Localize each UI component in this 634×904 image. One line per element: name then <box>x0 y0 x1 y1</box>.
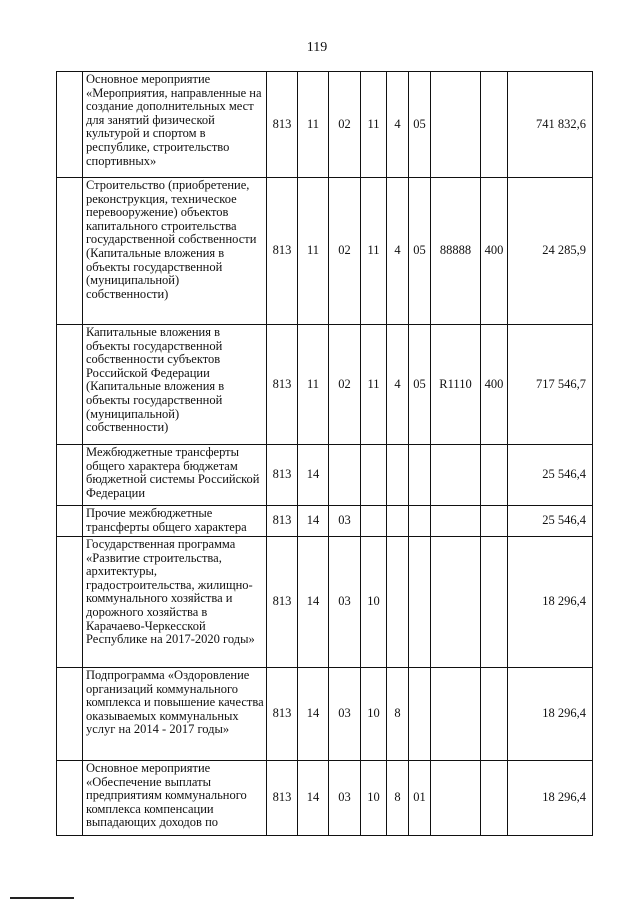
table-row <box>57 325 593 445</box>
row-number-cell <box>57 668 83 761</box>
subsection-code-cell: 02 <box>329 178 361 325</box>
name-cell: Капитальные вложения в объекты государственной собственности субъектов Российской Федерации (Капитальные вложения в объекты государственной (муниципальной) собственности) <box>83 325 267 445</box>
section-code-cell: 11 <box>298 325 329 445</box>
ministry-code-cell: 813 <box>267 72 298 178</box>
direction-code-cell <box>431 506 481 537</box>
ministry-code-cell: 813 <box>267 445 298 506</box>
subprogram-code-cell <box>387 537 409 668</box>
expense-type-code-cell <box>481 668 508 761</box>
direction-code-cell <box>431 668 481 761</box>
page-number: 119 <box>306 40 328 55</box>
program-code-cell: 11 <box>361 72 387 178</box>
row-number-cell <box>57 72 83 178</box>
subsection-code-cell: 02 <box>329 72 361 178</box>
name-cell: Прочие межбюджетные трансферты общего характера <box>83 506 267 537</box>
subsection-code-cell: 03 <box>329 537 361 668</box>
name-cell: Основное мероприятие «Мероприятия, направленные на создание дополнительных мест для занятий физической культурой и спортом в республике, строительство спортивных» <box>83 72 267 178</box>
row-number-cell <box>57 325 83 445</box>
row-number-cell <box>57 506 83 537</box>
amount-cell: 717 546,7 <box>508 325 593 445</box>
ministry-code-cell: 813 <box>267 325 298 445</box>
subsection-code-cell: 02 <box>329 325 361 445</box>
direction-code-cell <box>431 445 481 506</box>
amount-cell: 24 285,9 <box>508 178 593 325</box>
section-code-cell: 11 <box>298 72 329 178</box>
ministry-code-cell: 813 <box>267 178 298 325</box>
table-row <box>57 537 593 668</box>
name-cell: Подпрограмма «Оздоровление организаций коммунального комплекса и повышение качества оказываемых коммунальных услуг на 2014 - 2017 годы» <box>83 668 267 761</box>
table-row <box>57 506 593 537</box>
expense-type-code-cell <box>481 761 508 836</box>
table-row <box>57 72 593 178</box>
amount-cell: 18 296,4 <box>508 537 593 668</box>
event-code-cell <box>409 506 431 537</box>
table-row <box>57 445 593 506</box>
program-code-cell: 10 <box>361 537 387 668</box>
section-code-cell: 14 <box>298 761 329 836</box>
section-code-cell: 14 <box>298 537 329 668</box>
program-code-cell: 11 <box>361 325 387 445</box>
program-code-cell <box>361 506 387 537</box>
budget-table <box>56 71 593 836</box>
program-code-cell: 10 <box>361 761 387 836</box>
event-code-cell: 05 <box>409 325 431 445</box>
program-code-cell: 11 <box>361 178 387 325</box>
row-number-cell <box>57 537 83 668</box>
subsection-code-cell <box>329 445 361 506</box>
direction-code-cell <box>431 761 481 836</box>
expense-type-code-cell: 400 <box>481 178 508 325</box>
amount-cell: 18 296,4 <box>508 761 593 836</box>
row-number-cell <box>57 445 83 506</box>
subsection-code-cell: 03 <box>329 668 361 761</box>
direction-code-cell <box>431 72 481 178</box>
subsection-code-cell: 03 <box>329 506 361 537</box>
name-cell: Межбюджетные трансферты общего характера бюджетам бюджетной системы Российской Федерации <box>83 445 267 506</box>
direction-code-cell: R1110 <box>431 325 481 445</box>
subprogram-code-cell <box>387 506 409 537</box>
subsection-code-cell: 03 <box>329 761 361 836</box>
name-cell: Основное мероприятие «Обеспечение выплаты предприятиям коммунального комплекса компенсации выпадающих доходов по <box>83 761 267 836</box>
event-code-cell <box>409 537 431 668</box>
event-code-cell: 01 <box>409 761 431 836</box>
subprogram-code-cell: 8 <box>387 761 409 836</box>
subprogram-code-cell: 4 <box>387 72 409 178</box>
ministry-code-cell: 813 <box>267 537 298 668</box>
section-code-cell: 11 <box>298 178 329 325</box>
name-cell: Государственная программа «Развитие строительства, архитектуры, градостроительства, жилищно-коммунального хозяйства и дорожного хозяйства в Карачаево-Черкесской Республике на 2017-2020 годы» <box>83 537 267 668</box>
table-row <box>57 668 593 761</box>
ministry-code-cell: 813 <box>267 506 298 537</box>
expense-type-code-cell <box>481 445 508 506</box>
table-row <box>57 761 593 836</box>
section-code-cell: 14 <box>298 668 329 761</box>
amount-cell: 741 832,6 <box>508 72 593 178</box>
table-row <box>57 178 593 325</box>
program-code-cell <box>361 445 387 506</box>
subprogram-code-cell: 4 <box>387 178 409 325</box>
expense-type-code-cell <box>481 537 508 668</box>
expense-type-code-cell <box>481 72 508 178</box>
row-number-cell <box>57 178 83 325</box>
amount-cell: 25 546,4 <box>508 445 593 506</box>
subprogram-code-cell <box>387 445 409 506</box>
ministry-code-cell: 813 <box>267 761 298 836</box>
event-code-cell <box>409 445 431 506</box>
subprogram-code-cell: 4 <box>387 325 409 445</box>
expense-type-code-cell <box>481 506 508 537</box>
amount-cell: 18 296,4 <box>508 668 593 761</box>
direction-code-cell: 88888 <box>431 178 481 325</box>
direction-code-cell <box>431 537 481 668</box>
table-body <box>57 72 593 836</box>
subprogram-code-cell: 8 <box>387 668 409 761</box>
event-code-cell: 05 <box>409 72 431 178</box>
program-code-cell: 10 <box>361 668 387 761</box>
event-code-cell: 05 <box>409 178 431 325</box>
section-code-cell: 14 <box>298 506 329 537</box>
ministry-code-cell: 813 <box>267 668 298 761</box>
row-number-cell <box>57 761 83 836</box>
footer-rule <box>10 897 74 899</box>
section-code-cell: 14 <box>298 445 329 506</box>
name-cell: Строительство (приобретение, реконструкция, техническое перевооружение) объектов капитального строительства государственной собственности (Капитальные вложения в объекты государственной (муниципальной) собственности) <box>83 178 267 325</box>
amount-cell: 25 546,4 <box>508 506 593 537</box>
expense-type-code-cell: 400 <box>481 325 508 445</box>
event-code-cell <box>409 668 431 761</box>
